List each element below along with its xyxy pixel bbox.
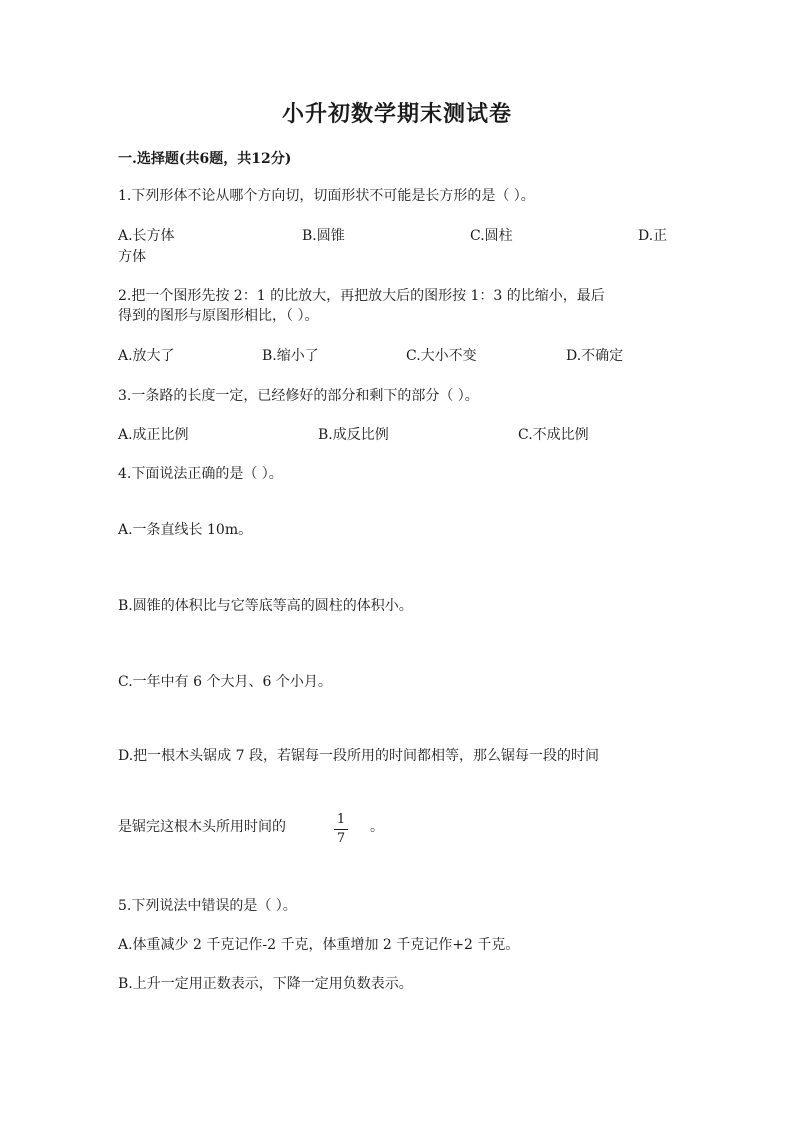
question-3-option-b: B.成反比例 (318, 427, 389, 443)
question-4-option-b: B.圆锥的体积比与它等底等高的圆柱的体积小。 (118, 598, 413, 614)
page-title: 小升初数学期末测试卷 (281, 101, 512, 127)
question-1-option-d-wrap: 方体 (118, 249, 146, 265)
question-1-stem: 1.下列形体不论从哪个方向切，切面形状不可能是长方形的是（ ）。 (118, 188, 535, 204)
question-1-option-d: D.正 (638, 228, 668, 244)
question-4-option-c: C.一年中有 6 个大月、6 个小月。 (118, 674, 332, 690)
fraction-denominator: 7 (336, 831, 346, 846)
question-4-option-d-end: 。 (370, 819, 384, 835)
section-heading: 一.选择题(共6题，共12分) (118, 151, 292, 167)
question-1-option-b: B.圆锥 (302, 228, 345, 244)
question-2-option-d: D.不确定 (566, 348, 624, 364)
question-1-option-c: C.圆柱 (470, 228, 513, 244)
question-5-stem: 5.下列说法中错误的是（ ）。 (118, 898, 297, 914)
question-3-stem: 3.一条路的长度一定，已经修好的部分和剩下的部分（ ）。 (118, 388, 479, 404)
question-4-stem: 4.下面说法正确的是（ ）。 (118, 466, 283, 482)
question-1-option-a: A.长方体 (118, 228, 175, 244)
question-5-option-a: A.体重减少 2 千克记作-2 千克，体重增加 2 千克记作+2 千克。 (118, 937, 520, 953)
question-4-option-d-line1: D.把一根木头锯成 7 段，若锯每一段所用的时间都相等，那么锯每一段的时间 (118, 748, 599, 764)
question-2-option-a: A.放大了 (118, 348, 175, 364)
question-4-option-d-line2: 是锯完这根木头所用时间的 (118, 819, 286, 835)
question-2-stem-line1: 2.把一个图形先按 2：1 的比放大，再把放大后的图形按 1：3 的比缩小，最后 (118, 288, 605, 304)
question-2-option-b: B.缩小了 (262, 348, 319, 364)
question-2-option-c: C.大小不变 (406, 348, 477, 364)
question-3-option-a: A.成正比例 (118, 427, 189, 443)
question-2-stem-line2: 得到的图形与原图形相比，（ ）。 (118, 308, 319, 324)
question-5-option-b: B.上升一定用正数表示，下降一定用负数表示。 (118, 976, 413, 992)
question-4-option-a: A.一条直线长 10m。 (118, 522, 253, 538)
fraction-numerator: 1 (334, 812, 348, 830)
question-3-option-c: C.不成比例 (518, 427, 589, 443)
fraction-one-seventh (334, 812, 348, 847)
